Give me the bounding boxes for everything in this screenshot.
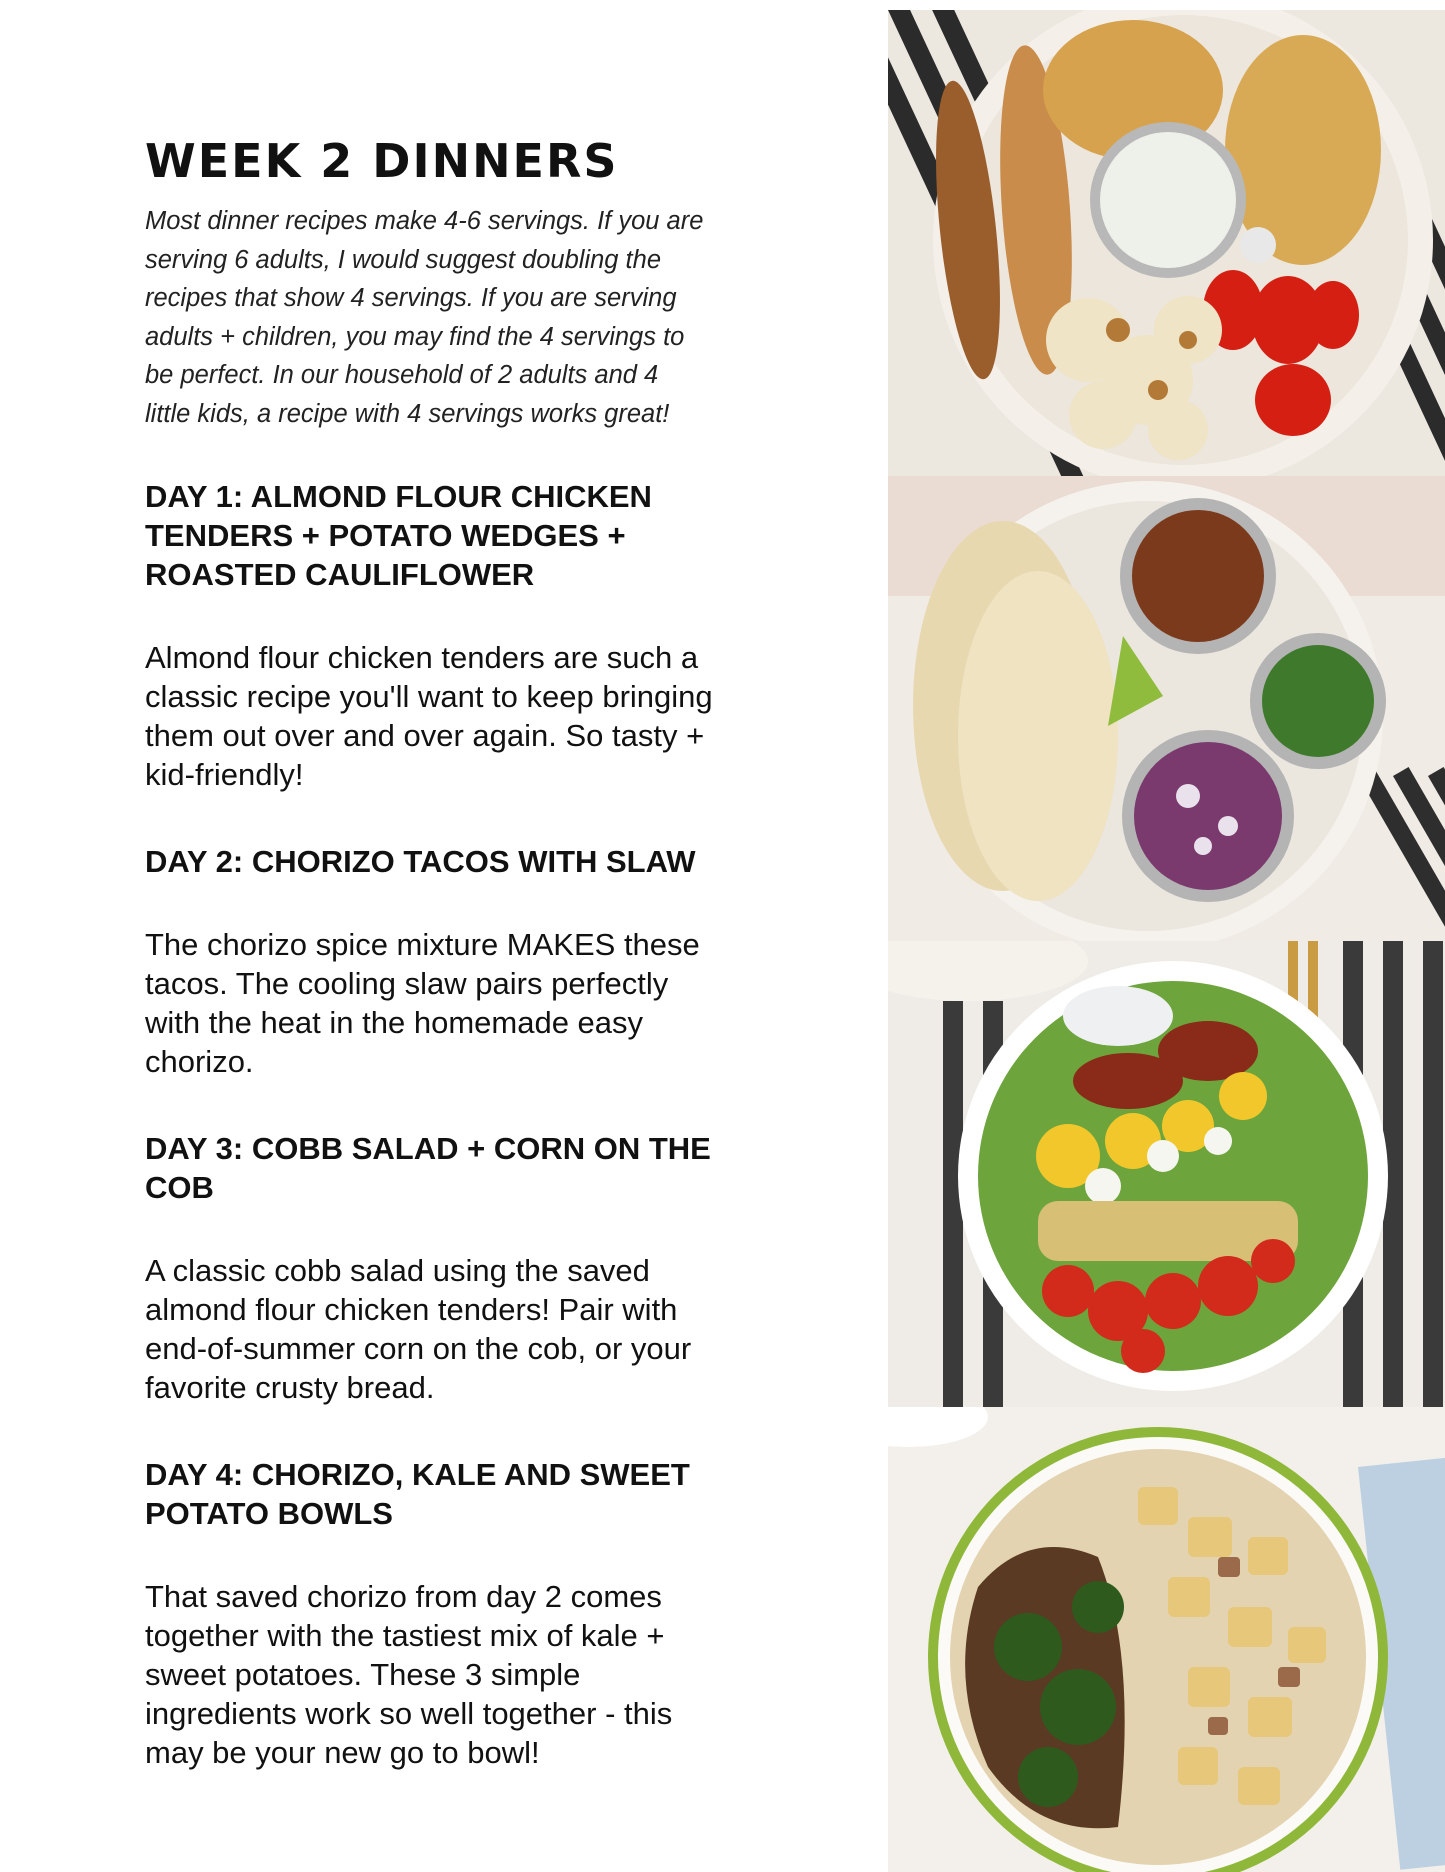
day-3-heading bbox=[145, 1129, 755, 1207]
intro-line: little kids, a recipe with 4 servings works great! bbox=[145, 399, 670, 428]
desc-line: ingredients work so well together - this bbox=[145, 1696, 673, 1731]
desc-line: them out over and over again. So tasty + bbox=[145, 718, 705, 753]
intro-line: serving 6 adults, I would suggest doubling the bbox=[145, 245, 662, 274]
intro-line: Most dinner recipes make 4-6 servings. If you are bbox=[145, 207, 704, 235]
intro-paragraph bbox=[145, 202, 755, 433]
day-1-description bbox=[145, 638, 755, 794]
day-4-heading bbox=[145, 1455, 755, 1533]
desc-line: with the heat in the homemade easy bbox=[145, 1005, 644, 1040]
desc-line: may be your new go to bowl! bbox=[145, 1735, 540, 1770]
desc-line: The chorizo spice mixture MAKES these bbox=[145, 927, 700, 962]
chorizo-kale-bowl-photo bbox=[888, 1407, 1445, 1872]
intro-line: adults + children, you may find the 4 servings to bbox=[145, 322, 685, 351]
heading-line: DAY 3: COBB SALAD + CORN ON THE bbox=[145, 1131, 711, 1166]
desc-line: kid-friendly! bbox=[145, 757, 304, 792]
desc-line: together with the tastiest mix of kale + bbox=[145, 1618, 665, 1653]
day-4-description bbox=[145, 1577, 755, 1772]
desc-line: end-of-summer corn on the cob, or your bbox=[145, 1331, 692, 1366]
heading-line: DAY 1: ALMOND FLOUR CHICKEN bbox=[145, 479, 652, 514]
desc-line: That saved chorizo from day 2 comes bbox=[145, 1579, 662, 1614]
desc-line: almond flour chicken tenders! Pair with bbox=[145, 1292, 678, 1327]
desc-line: Almond flour chicken tenders are such a bbox=[145, 640, 699, 675]
desc-line: chorizo. bbox=[145, 1044, 254, 1079]
photo-column bbox=[888, 10, 1445, 1872]
intro-line: be perfect. In our household of 2 adults and 4 bbox=[145, 361, 659, 389]
heading-line: DAY 2: CHORIZO TACOS WITH SLAW bbox=[145, 844, 696, 879]
desc-line: sweet potatoes. These 3 simple bbox=[145, 1657, 581, 1692]
heading-line: POTATO BOWLS bbox=[145, 1496, 393, 1531]
heading-line: ROASTED CAULIFLOWER bbox=[145, 557, 535, 592]
desc-line: favorite crusty bread. bbox=[145, 1370, 435, 1405]
desc-line: tacos. The cooling slaw pairs perfectly bbox=[145, 966, 669, 1001]
page-title: WEEK 2 DINNERS bbox=[145, 134, 619, 188]
desc-line: A classic cobb salad using the saved bbox=[145, 1253, 650, 1288]
day-3-description bbox=[145, 1251, 755, 1407]
heading-line: TENDERS + POTATO WEDGES + bbox=[145, 518, 626, 553]
chorizo-tacos-photo bbox=[888, 476, 1445, 941]
day-2-heading bbox=[145, 842, 755, 881]
text-column bbox=[145, 130, 755, 1772]
chicken-tenders-photo bbox=[888, 10, 1445, 476]
intro-line: recipes that show 4 servings. If you are serving bbox=[145, 284, 677, 312]
heading-line: DAY 4: CHORIZO, KALE AND SWEET bbox=[145, 1457, 690, 1492]
heading-line: COB bbox=[145, 1170, 214, 1205]
day-1-heading bbox=[145, 477, 755, 594]
day-2-description bbox=[145, 925, 755, 1081]
cobb-salad-photo bbox=[888, 941, 1445, 1407]
desc-line: classic recipe you'll want to keep bringing bbox=[145, 679, 713, 714]
